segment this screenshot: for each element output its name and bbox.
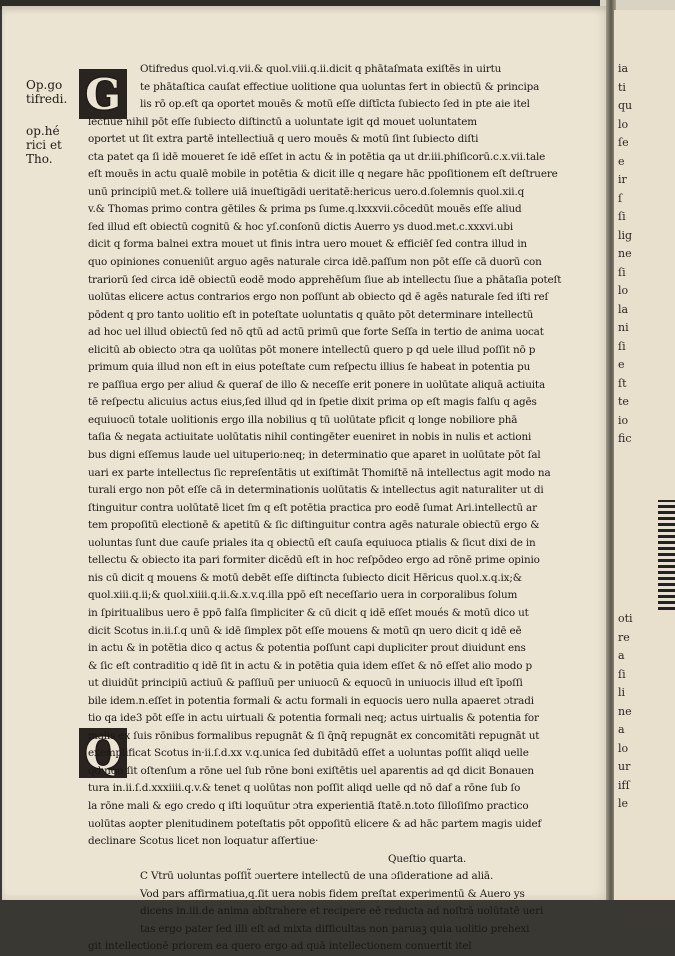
text-line: trariorū ſed circa idē obiectū eodē modo apprehēſum ſiue ab intellectu ſiue a phātaſia poteſt <box>88 273 562 286</box>
next-page-fragment: lig <box>618 228 633 242</box>
next-page-fragment: ne <box>618 247 632 260</box>
book-page-right <box>614 10 675 900</box>
next-page-fragment: ſ <box>618 191 623 205</box>
next-page-fragment: fic <box>618 432 632 445</box>
next-page-fragment: ia <box>618 62 629 75</box>
text-line: tas ergo pater ſed illi eſt ad mixta difficultas non paruaꝫ quia uolitio prehexi <box>140 922 530 935</box>
text-line: exemplificat Scotus in·ii.ſ.d.xx v.q.unica ſed dubitādū eſſet a uoluntas poſſit aliqd uelle <box>88 747 529 760</box>
text-line: in actu & in potētia dico q actus & potentia poſſunt capi dupliciter prout diuidunt ens <box>88 642 526 655</box>
next-page-fragment: ne <box>618 704 632 718</box>
next-page-fragment: la <box>618 302 629 316</box>
text-line: taſia & negata actiuitate uolūtatis nihil contingēter eueniret in nobis in nulis et actioni <box>88 431 532 444</box>
text-line: Otifredus quol.vi.q.vii.& quol.viii.q.ii.dicit q phātaſmata exiſtēs in uirtu <box>140 63 502 75</box>
next-page-fragment: qu <box>618 99 633 112</box>
margin-note-line: tifredi. <box>26 92 68 106</box>
next-page-fragment: a <box>618 723 625 736</box>
text-line: C Vtrū uoluntas poſſit̃ ɔuertere intellectū de una ɔſideratione ad aliā. <box>140 870 494 883</box>
text-line: uolūtas aopter plenitudinem poteſtatis pōt oppoſitū elicere & ad hāc partem magis uidef <box>88 817 542 830</box>
margin-note-line: Op.go <box>26 78 63 92</box>
next-page-fragment: ſe <box>618 136 629 149</box>
text-line: dicens in.iii.de anima abſtrahere et recipere eē reducta ad noſtrā uolūtatē ueri <box>140 905 544 918</box>
next-page-fragment: oti <box>618 612 633 625</box>
next-page-fragment: ſi <box>618 265 626 279</box>
text-line: tē reſpectu alicuius actus eius,ſed illud qd in ſpetie dixit prima op eſt magis falſu q agēs <box>88 396 537 409</box>
text-line: la rōne mali & ego credo q iſti loquūtur ɔtra experientiā ſtatē.n.toto ſilloſiſmo practico <box>88 799 529 812</box>
text-line: pōdent q pro tanto uolitio eſt in poteſtate uoluntatis q quāto pōt determinare intellectū <box>88 308 534 321</box>
next-page-fragment: a <box>618 649 625 662</box>
section-one <box>88 61 572 851</box>
text-line: ſed illud eſt obiectū cognitū & hoc yſ.conſonū dictis Auerro ys duod.met.c.xxxvi.ubi <box>88 220 514 233</box>
next-page-fragment: io <box>618 413 629 427</box>
text-line: ad hoc uel illud obiectū ſed nō qtū ad actū primū que forte Seſſa in tertio de anima uocat <box>88 326 544 339</box>
next-page-fragment: te <box>618 395 629 408</box>
text-line: turali ergo non pōt eſſe cā in determinationis uolūtatis & intellectus agit naturaliter ut di <box>88 484 544 497</box>
next-page-fragment: ti <box>618 80 626 94</box>
next-page-fragment: ſi <box>618 339 626 353</box>
next-page-fragment: e <box>618 358 625 371</box>
next-page-fragment: li <box>618 686 626 699</box>
next-page-fragment: ſt <box>618 376 627 390</box>
next-page-fragment: lo <box>618 117 629 131</box>
section-two <box>88 868 572 956</box>
text-line: ſtinguitur contra uolūtatē licet ſm q eſt potētia practica pro eodē ſumat Ari.intellectū ar <box>88 501 537 514</box>
text-line: declinare Scotus licet non loquatur aſſertiue· <box>88 835 319 848</box>
margin-note-line: Tho. <box>26 152 53 166</box>
text-line: nis cū dicit q mouens & motū debēt eſſe diſtincta ſubiecto dicit Hēricus quol.x.q.ix;& <box>88 571 522 584</box>
next-page-fragment: ni <box>618 321 629 334</box>
text-line: tio qa ide3 pōt eſſe in actu uirtuali & potentia formali neq; actus uirtualis & potentia for <box>88 712 539 725</box>
margin-note-line: rici et <box>26 138 62 152</box>
text-line: & ſic eſt contraditio q idē ſit in actu & in potētia quia idem eſſet & nō eſſet alio modo p <box>88 659 532 672</box>
text-line: unū principiū met.& tollere uiā inueſtigādi ueritatē:hericus uero.d.ſolemnis quol.xii.q <box>88 185 525 198</box>
text-line: tura in.ii.ſ.d.xxxiiii.q.v.& tenet q uolūtas non poſſit aliqd uelle qd nō daf a rōne ſub ſo <box>88 782 521 795</box>
text-line: bus digni eſſemus laude uel uituperio:neq; in determinatio que aparet in uolūtate pōt ſal <box>88 449 541 462</box>
text-line: lis rō op.eſt qa oportet mouēs & motū eſſe diſtīcta ſubiecto ſed in pte aie itel <box>140 98 530 111</box>
text-line: dicit Scotus in.ii.ſ.q unū & idē ſimplex pōt eſſe mouens & motū qn uero dicit q idē eē <box>88 624 522 637</box>
next-page-fragment: re <box>618 630 630 644</box>
text-line: eſt mouēs in actu qualē mobile in potētia & dicit ille q negare hāc ppoſitionem eſt deſtruere <box>88 168 558 181</box>
text-line: uolūtas elicere actus contrarios ergo non poſſunt ab obiecto qd ē agēs naturale ſed iſti reſ <box>88 291 549 304</box>
next-page-fragment: ſi <box>618 210 626 223</box>
margin-note-op-gotifredi <box>26 78 67 106</box>
text-line: dicit q forma balnei extra mouet ut finis intra uero mouet & efficiēſ ſed contra illud in <box>88 238 527 251</box>
next-page-fragment: e <box>618 154 625 168</box>
text-line: re paſſiua ergo per aliud & queraſ de illo & neceſſe erit ponere in uolūtate aliquā actiuita <box>88 378 545 391</box>
text-line: qd non ſit oſtenſum a rōne uel ſub rōne boni exiſtētis uel aparentis ad qd dicit Bonauen <box>88 764 534 777</box>
margin-note-line: op.hé <box>26 124 60 138</box>
text-line: tellectu & obiecto ita pari formiter dicēdū eſt in hoc reſpōdeo ergo ad rōnē prime opinio <box>88 554 540 567</box>
next-page-fragment: lo <box>618 741 629 755</box>
next-page-fragment: ur <box>618 760 631 773</box>
next-page-fragment: lo <box>618 284 629 297</box>
text-line: bile idem.n.eſſet in potentia formali & actu formali in equocis uero nulla apaeret ɔtradi <box>88 694 534 707</box>
text-line: quo opiniones conueniūt arguo agēs naturale circa idē.paſſum non pōt eſſe cā duorū con <box>88 256 542 269</box>
text-line: cta patet qa ſi idē moueret ſe idē eſſet in actu & in potētia qa ut dr.iii.phiſicorū.c.x.vii.tale <box>88 150 546 163</box>
text-line: quol.xiii.q.ii;& quol.xiiii.q.ii.&.x.v.q.illa ppō eſt neceſſario uera in corporalibus ſolum <box>88 589 518 602</box>
decorative-border <box>658 500 675 610</box>
text-line: tem propoſitū electionē & apetitū & ſic diſtinguitur contra agēs naturale obiectū ergo & <box>88 519 540 532</box>
text-line: lectiue nihil pōt eſſe ſubiecto diſtinctū a uoluntate igit qd mouet uoluntatem <box>88 115 477 128</box>
text-line: ut diuidūt principiū actiuū & paſſiuū per uniuocū & equocū in uniuocis illud eſt īpoſſi <box>88 677 523 690</box>
margin-note-op-herici <box>26 124 62 166</box>
next-page-fragment: ſi <box>618 667 626 681</box>
next-page-fragment: le <box>618 797 629 810</box>
text-line: oportet ut ſit extra partē intellectiuā q uero mouēs & motū ſint ſubiecto diſti <box>88 133 479 146</box>
question-heading: Queſtio quarta. <box>388 852 467 865</box>
next-page-fragment: ifſ <box>618 778 630 792</box>
text-line: v.& Thomas primo contra gētiles & prima ps ſume.q.lxxxvii.cōcedūt mouēs eſſe aliud <box>88 203 522 216</box>
initial-letter: G <box>85 69 121 119</box>
next-page-fragment: ir <box>618 173 627 186</box>
text-line: uari ex parte intellectus ſic repreſentātis ut exiſtimāt Thomiſtē nā intellectus agit modo na <box>88 466 551 479</box>
text-line: Vod pars affirmatiua,q.ſit uera nobis fidem preſtat experimentū & Auero ys <box>140 887 525 900</box>
text-line: te phātaſtica cauſat effectiue uolitione qua uoluntas fert in obiectū & principa <box>140 80 540 93</box>
initial-letter: Q <box>84 728 122 778</box>
text-line: elicitū ab obiecto ɔtra qa uolūtas pōt monere intellectū quero p qd uele illud poſſit nō p <box>88 343 536 356</box>
text-line: primum quia illud non eſt in eius poteſtate cum reſpectu illius ſe habeat in potentia pu <box>88 361 531 374</box>
text-line: git intellectionē priorem ea quero ergo ad quā intellectionem conuertit itel <box>88 940 472 953</box>
text-line: equiuocū totale uolitionis ergo illa nobilius q tū uolūtate pficit q longe nobiliore phā <box>88 413 518 426</box>
text-line: uoluntas ſunt due cauſe priales ita q obiectū eſt cauſa equiuoca ptialis & ſicut dixi de in <box>88 536 536 549</box>
body-text <box>88 61 572 956</box>
text-line: in ſpiritualibus uero ē ppō falſa ſimpliciter & cū dicit q idē eſſet moués & motū dico ut <box>88 606 529 619</box>
text-line: malis ex ſuis rōnibus formalibus repugnāt & ſi q̄nq̄ repugnāt ex concomitāti repugnāt ut <box>88 729 540 742</box>
